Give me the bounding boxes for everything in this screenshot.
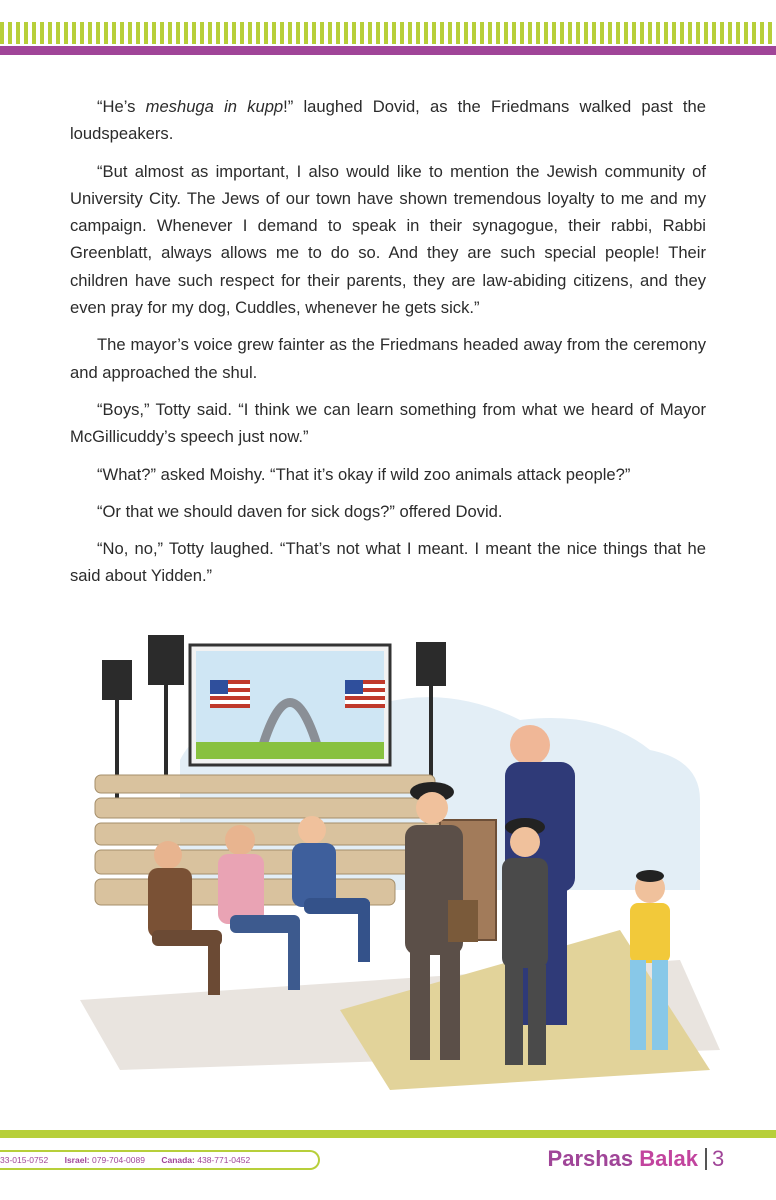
paragraph-7: “No, no,” Totty laughed. “That’s not what I meant. I meant the nice things that he said about Yidden.” [70,539,706,586]
top-stripe-border [0,22,776,44]
story-text [70,93,706,600]
parsha-title [548,1146,698,1172]
paragraph-2: “But almost as important, I also would like to mention the Jewish community of University City. The Jews of our town have shown tremendous loyalty to me and my campaign. Whenever I demand to speak in their synagogue, their rabbi, Rabbi Greenblatt, always allows me to do so. And they are such special people! Their children have such respect for their parents, they are law-abiding citizens, and they even pray for my dog, Cuddles, whenever he gets sick.” [70,161,706,318]
flag-right-icon [345,680,385,708]
speaker-right [416,642,446,686]
israel-label: Israel: [64,1155,90,1165]
screen-grass [196,742,384,759]
top-purple-rule [0,46,776,55]
footer-separator [705,1148,707,1170]
page-number: 3 [712,1146,725,1171]
parsha-title-word2: Balak [639,1146,698,1171]
parsha-title-word1: Parshas [547,1146,640,1171]
speaker-pole-right [429,686,433,786]
israel-number: 079-704-0089 [92,1155,145,1165]
paragraph-6: “Or that we should daven for sick dogs?” offered Dovid. [97,501,503,521]
paragraph-5: “What?” asked Moishy. “That it’s okay if wild zoo animals attack people?” [97,464,631,484]
speaker-left-small [102,660,132,700]
canada-label: Canada: [161,1155,195,1165]
contact-info-box [0,1150,320,1170]
contact-us-number: 33-015-0752 [0,1155,49,1165]
paragraph-1-start: “He’s [97,97,146,116]
flag-left-icon [210,680,250,708]
paragraph-4: “Boys,” Totty said. “I think we can learn something from what we heard of Mayor McGillicuddy’s speech just now.” [70,399,706,447]
paragraph-3: The mayor’s voice grew fainter as the Friedmans headed away from the ceremony and approached the shul. [70,335,706,382]
paragraph-1 [70,93,706,148]
canada-number: 438-771-0452 [197,1155,251,1165]
paragraph-1-end: !” laughed Dovid, as the Friedmans walked past the loudspeakers. [70,97,706,144]
paragraph-1-yiddish-phrase: meshuga in kupp [145,97,284,116]
story-illustration [60,630,720,1100]
speaker-pole-left-large [164,685,168,775]
speaker-left-large [148,635,184,685]
bottom-green-rule [0,1130,776,1138]
